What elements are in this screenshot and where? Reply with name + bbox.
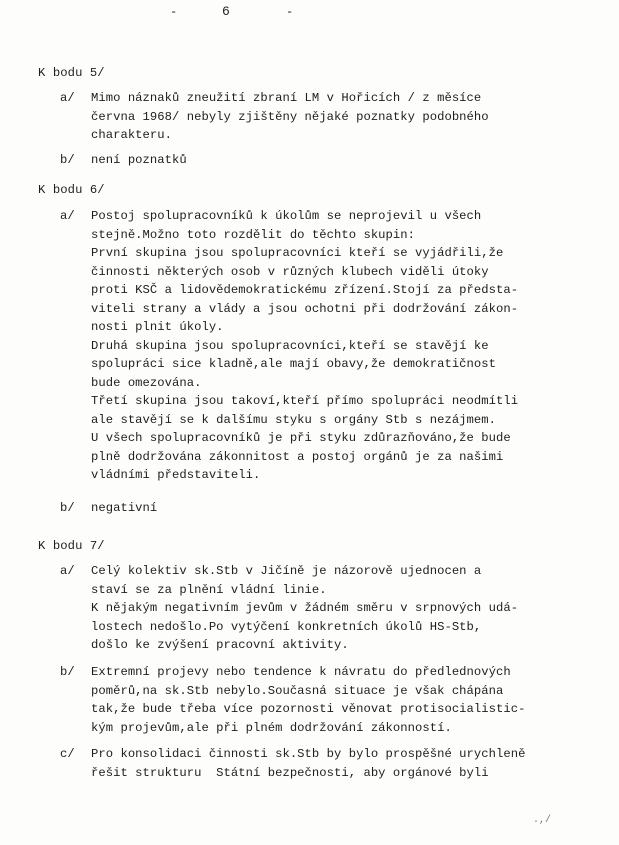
- text-line: poměrů,na sk.Stb nebylo.Současná situace je však chápána: [91, 683, 504, 698]
- text-line: bude omezována.: [91, 375, 202, 390]
- item-text: [91, 207, 601, 485]
- text-line: Druhá skupina jsou spolupracovníci,kteří se stavějí ke: [91, 338, 489, 353]
- text-line: nosti plnit úkoly.: [91, 320, 224, 334]
- text-line: proti KSČ a lidovědemokratickému zřízení.Stojí za předsta-: [91, 283, 519, 297]
- item-label: a/: [60, 564, 75, 578]
- text-line: tak,že bude třeba více pozornosti věnovat protisocialistic-: [91, 702, 526, 716]
- text-line: ale stavějí se k dalšímu styku s orgány Stb s nezájmem.: [91, 412, 497, 427]
- item-text: [91, 89, 601, 145]
- section-heading-5: K bodu 5/: [38, 66, 105, 80]
- text-line: První skupina jsou spolupracovníci kteří se vyjádřili,že: [91, 246, 504, 260]
- item-text: [91, 562, 601, 655]
- text-line: Extremní projevy nebo tendence k návratu do předlednových: [91, 665, 511, 679]
- text-line: není poznatků: [91, 153, 187, 167]
- header-dash-right: -: [286, 5, 294, 19]
- margin-mark: .,/: [533, 815, 552, 826]
- text-line: lostech nedošlo.Po vytýčení konkretních úkolů HS-Stb,: [91, 619, 482, 634]
- text-line: charakteru.: [91, 128, 173, 142]
- page-header: [0, 2, 619, 22]
- item-label: b/: [60, 153, 75, 167]
- section-heading-7: K bodu 7/: [38, 539, 105, 553]
- text-line: spolupráci sice kladně,ale mají obavy,že demokratičnost: [91, 357, 497, 371]
- text-line: plně dodržována zákonnitost a postoj orgánů je za našimi: [91, 449, 504, 464]
- text-line: Třetí skupina jsou takoví,kteří přímo spolupráci neodmítli: [91, 394, 519, 408]
- item-label: b/: [60, 501, 75, 515]
- text-line: Pro konsolidaci činnosti sk.Stb by bylo prospěšné urychleně: [91, 747, 526, 761]
- item-text: [91, 663, 601, 737]
- text-line: činnosti některých osob v různých klubech viděli útoky: [91, 264, 489, 279]
- item-text: [91, 151, 601, 170]
- item-label: a/: [60, 91, 75, 105]
- section-heading-6: K bodu 6/: [38, 183, 105, 197]
- text-line: viteli strany a vlády a jsou ochotni při dodržování zákon-: [91, 301, 519, 316]
- text-line: K nějakým negativním jevům v žádném směru v srpnových udá-: [91, 601, 519, 615]
- item-label: b/: [60, 665, 75, 679]
- text-line: stejně.Možno toto rozdělit do těchto skupin:: [91, 227, 416, 242]
- text-line: kým projevům,ale při plném dodržování zákonností.: [91, 720, 452, 735]
- text-line: staví se za plnění vládní linie.: [91, 582, 327, 597]
- page-number: 6: [222, 4, 230, 19]
- text-line: června 1968/ nebyly zjištěny nějaké poznatky podobného: [91, 109, 489, 124]
- item-label: c/: [60, 747, 75, 761]
- text-line: řešit strukturu Státní bezpečnosti, aby orgánové byli: [91, 765, 489, 780]
- item-label: a/: [60, 209, 75, 223]
- text-line: vládními představiteli.: [91, 468, 261, 482]
- item-text: [91, 745, 601, 782]
- item-text: [91, 499, 601, 518]
- text-line: negativní: [91, 501, 158, 515]
- text-line: Postoj spolupracovníků k úkolům se neprojevil u všech: [91, 209, 482, 223]
- text-line: Mimo náznaků zneužití zbraní LM v Hořicích / z měsíce: [91, 91, 482, 105]
- header-dash-left: -: [170, 5, 178, 19]
- text-line: došlo ke zvýšení pracovní aktivity.: [91, 638, 349, 652]
- text-line: U všech spolupracovníků je při styku zdůrazňováno,že bude: [91, 431, 511, 445]
- text-line: Celý kolektiv sk.Stb v Jičíně je názorově ujednocen a: [91, 564, 482, 578]
